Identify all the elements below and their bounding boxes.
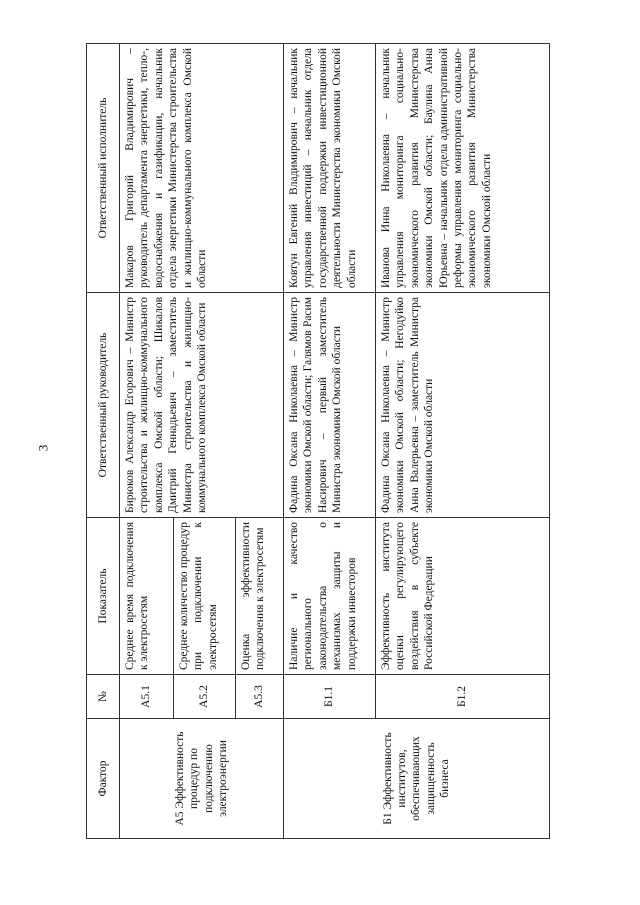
header-executor: Ответственный исполнитель	[87, 44, 120, 293]
header-factor: Фактор	[87, 719, 120, 839]
indicator-cell: Среднее количество процедур при подключении к электросетям	[174, 518, 236, 675]
table-row	[284, 44, 376, 839]
table-row	[120, 44, 174, 839]
responsibility-table-wrapper	[86, 44, 550, 839]
responsibility-table	[86, 43, 550, 839]
table-header-row	[87, 44, 120, 839]
header-number: №	[87, 675, 120, 719]
row-number: А5.1	[120, 675, 174, 719]
header-indicator: Показатель	[87, 518, 120, 675]
row-number: А5.3	[236, 675, 284, 719]
manager-cell: Фадина Оксана Николаевна – Министр экономики Омской области; Негодуйко Анна Валерьевна – заместитель Министра экономики Омской области	[376, 293, 550, 518]
manager-cell: Фадина Оксана Николаевна – Министр экономики Омской области; Галямов Расим Насирович – первый заместитель Министра экономики Омской области	[284, 293, 376, 518]
header-manager: Ответственный руководитель	[87, 293, 120, 518]
executor-cell: Иванова Инна Николаевна – начальник управления мониторинга социально-экономического развития Министерства экономики Омской области; Баулина Анна Юрьевна – начальник отдела административной реформы управления мониторинга социально-экономического развития Министерства экономики Омской области	[376, 44, 550, 293]
indicator-cell: Наличие и качество регионального законодательства о механизмах защиты и поддержки инвесторов	[284, 518, 376, 675]
indicator-cell: Среднее время подключения к электросетям	[120, 518, 174, 675]
row-number: А5.2	[174, 675, 236, 719]
factor-a5: А5 Эффективность процедур по подключению электроэнергии	[120, 719, 284, 839]
factor-b1: Б1 Эффективность институтов, обеспечивающих защищенность бизнеса	[284, 719, 550, 839]
indicator-cell: Эффективность института оценки регулирующего воздействия в субъекте Российской Федерации	[376, 518, 550, 675]
indicator-cell: Оценка эффективности подключения к электросетям	[236, 518, 284, 675]
page-number: 3	[35, 444, 51, 452]
manager-cell: Бирюков Александр Егорович – Министр строительства и жилищно-коммунального комплекса Омской области; Шикалов Дмитрий Геннадьевич – заместитель Министра строительства и жилищно-коммунального комплекса Омской области	[120, 293, 284, 518]
executor-cell: Ковтун Евгений Владимирович – начальник управления инвестиций – начальник отдела государственной поддержки инвестиционной деятельности Министерства экономики Омской области	[284, 44, 376, 293]
row-number: Б1.2	[376, 675, 550, 719]
row-number: Б1.1	[284, 675, 376, 719]
executor-cell: Макаров Григорий Владимирович – руководитель департамента энергетики, тепло-, водоснабжения и газификации, начальник отдела энергетики Министерства строительства и жилищно-коммунального комплекса Омской области	[120, 44, 284, 293]
